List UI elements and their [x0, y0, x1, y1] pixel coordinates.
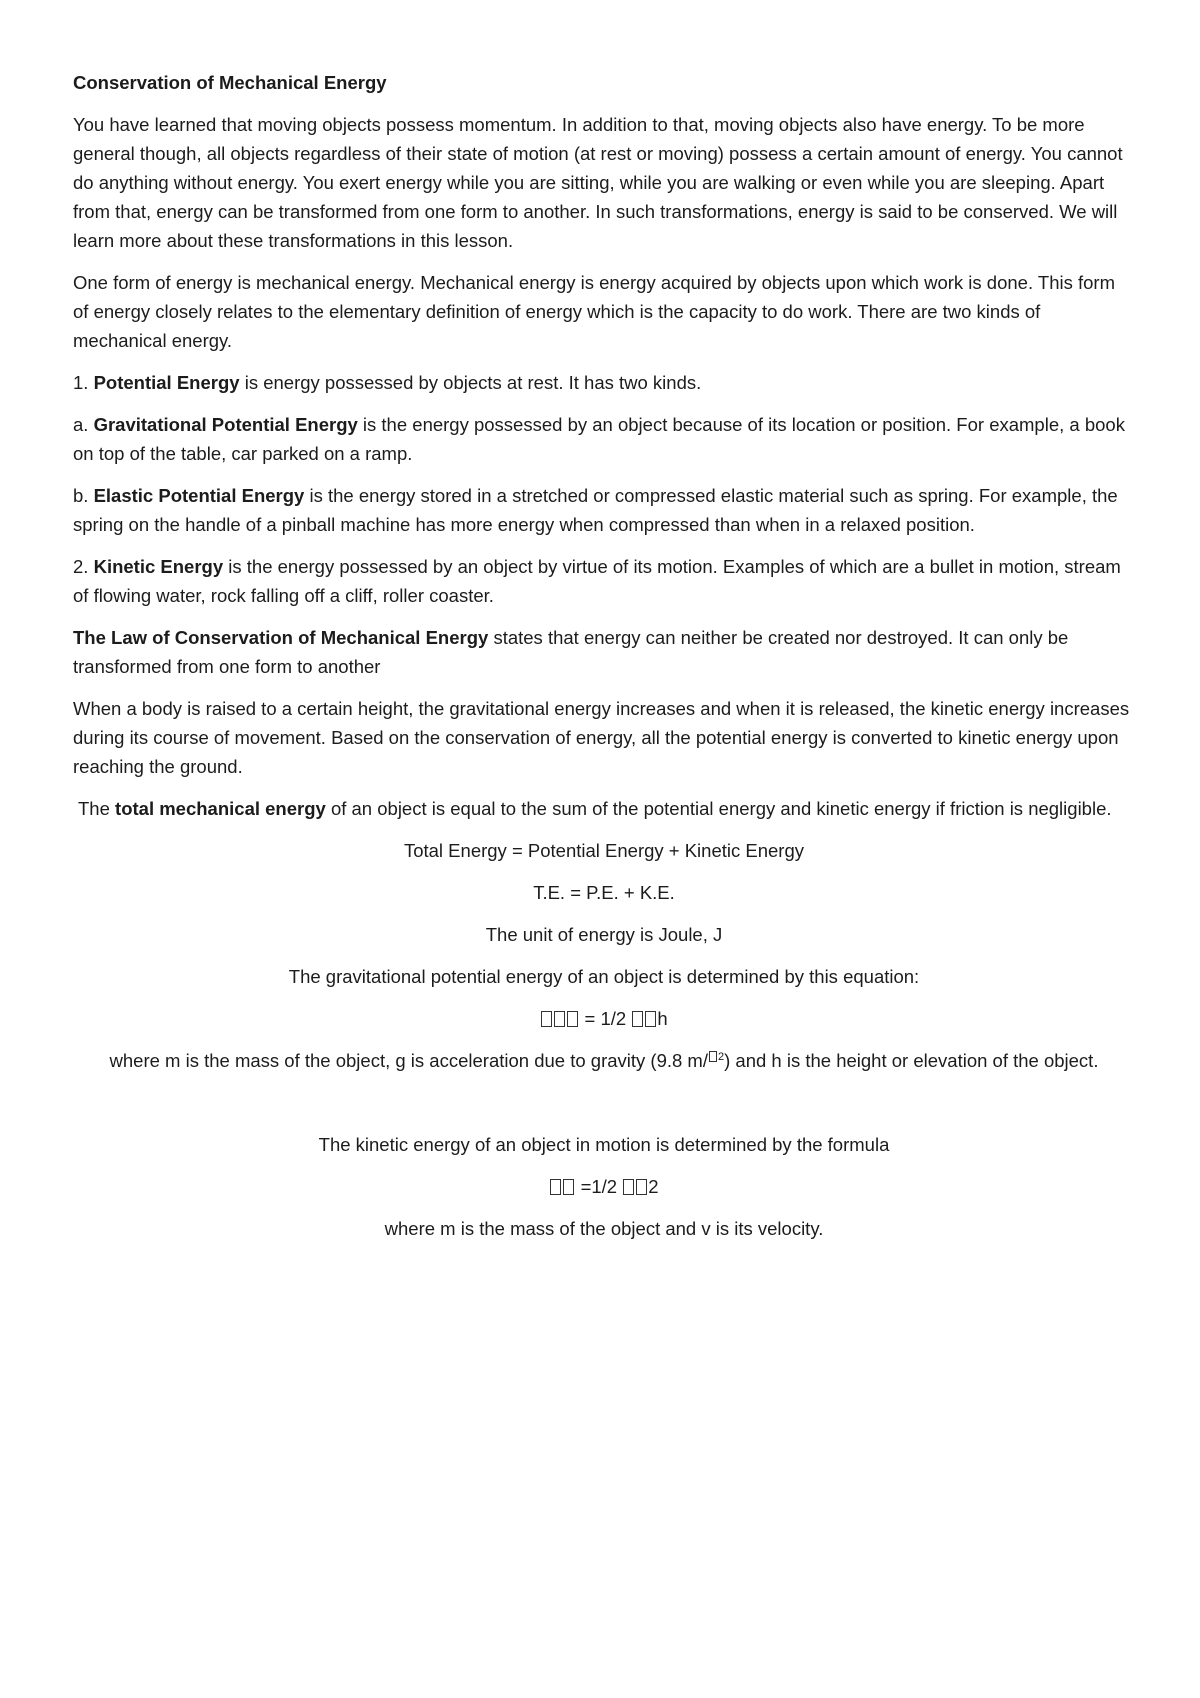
ke-intro-line: The kinetic energy of an object in motion is determined by the formula: [318, 1134, 890, 1155]
missing-glyph-icon: [550, 1179, 561, 1195]
ke-equation: [73, 1172, 1135, 1201]
ke-equation-tail: 2: [648, 1176, 659, 1197]
gravitational-potential-item: [73, 410, 1135, 468]
missing-glyph-icon: [645, 1011, 656, 1027]
gpe-where-unit: m/: [687, 1050, 708, 1071]
potential-energy-item: [73, 368, 1135, 397]
document-page: [73, 68, 1135, 1256]
law-term: The Law of Conservation of Mechanical Energy: [73, 627, 489, 648]
ke-equation-mid: =1/2: [575, 1176, 623, 1197]
raised-body-paragraph: When a body is raised to a certain height, the gravitational energy increases and when it is released, the kinetic energy increases during its course of movement. Based on the conservation of energy, all the potential energy is converted to kinetic energy upon reaching the ground.: [73, 698, 1130, 777]
total-pre: The: [78, 798, 116, 819]
gpe-where-pre: where m is the mass of the object, g is acceleration due to gravity (9.8: [109, 1050, 688, 1071]
missing-glyph-icon: [541, 1011, 552, 1027]
item-number: a.: [73, 414, 94, 435]
total-energy-equation-abbrev: T.E. = P.E. + K.E.: [533, 882, 675, 903]
kinetic-energy-item: [73, 552, 1135, 610]
item-number: 2.: [73, 556, 94, 577]
mechanical-energy-paragraph: One form of energy is mechanical energy. Mechanical energy is energy acquired by objects upon which work is done. This form of energy closely relates to the elementary definition of energy which is the capacity to do work. There are two kinds of mechanical energy.: [73, 272, 1115, 351]
missing-glyph-icon: [709, 1051, 717, 1062]
gpe-where-paragraph: [73, 1046, 1135, 1075]
blank-space: [73, 1088, 1135, 1130]
item-text: is the energy possessed by an object by virtue of its motion. Examples of which are a bullet in motion, stream of flowing water, rock falling off a cliff, roller coaster.: [73, 556, 1121, 606]
missing-glyph-icon: [623, 1179, 634, 1195]
document-title: Conservation of Mechanical Energy: [73, 72, 387, 93]
gpe-where-post: ) and h is the height or elevation of the object.: [724, 1050, 1099, 1071]
total-energy-equation-words: Total Energy = Potential Energy + Kinetic Energy: [403, 840, 805, 861]
total-term: total mechanical energy: [115, 798, 326, 819]
missing-glyph-icon: [554, 1011, 565, 1027]
law-text: states that energy can neither be created nor destroyed. It can only be transformed from one form to another: [73, 627, 1069, 677]
item-text: is energy possessed by objects at rest. It has two kinds.: [239, 372, 702, 393]
missing-glyph-icon: [636, 1179, 647, 1195]
missing-glyph-icon: [567, 1011, 578, 1027]
item-term: Elastic Potential Energy: [93, 485, 305, 506]
item-term: Potential Energy: [93, 372, 240, 393]
total-energy-paragraph: [73, 794, 1135, 823]
gpe-equation-tail: h: [657, 1008, 668, 1029]
missing-glyph-icon: [632, 1011, 643, 1027]
gpe-equation: [73, 1004, 1135, 1033]
gpe-where-sup: [708, 1051, 724, 1063]
unit-of-energy-line: The unit of energy is Joule, J: [485, 924, 723, 945]
item-text: is the energy possessed by an object because of its location or position. For example, a book on top of the table, car parked on a ramp.: [73, 414, 1125, 464]
missing-glyph-icon: [563, 1179, 574, 1195]
item-term: Kinetic Energy: [93, 556, 224, 577]
intro-paragraph: You have learned that moving objects possess momentum. In addition to that, moving objects also have energy. To be more general though, all objects regardless of their state of motion (at rest or moving) possess a certain amount of energy. You cannot do anything without energy. You exert energy while you are sitting, while you are walking or even while you are sleeping. Apart from that, energy can be transformed from one form to another. In such transformations, energy is said to be conserved. We will learn more about these transformations in this lesson.: [73, 114, 1123, 251]
gpe-equation-mid: = 1/2: [579, 1008, 632, 1029]
item-number: 1.: [73, 372, 94, 393]
total-text: of an object is equal to the sum of the potential energy and kinetic energy if friction is negligible.: [325, 798, 1112, 819]
item-text: is the energy stored in a stretched or compressed elastic material such as spring. For example, the spring on the handle of a pinball machine has more energy when compressed than when in a relaxed position.: [73, 485, 1118, 535]
item-term: Gravitational Potential Energy: [93, 414, 358, 435]
gpe-intro-line: The gravitational potential energy of an object is determined by this equation:: [288, 966, 920, 987]
item-number: b.: [73, 485, 94, 506]
conservation-law-paragraph: [73, 623, 1135, 681]
ke-where-line: where m is the mass of the object and v is its velocity.: [384, 1218, 824, 1239]
elastic-potential-item: [73, 481, 1135, 539]
gpe-where-sup-text: 2: [717, 1050, 725, 1063]
